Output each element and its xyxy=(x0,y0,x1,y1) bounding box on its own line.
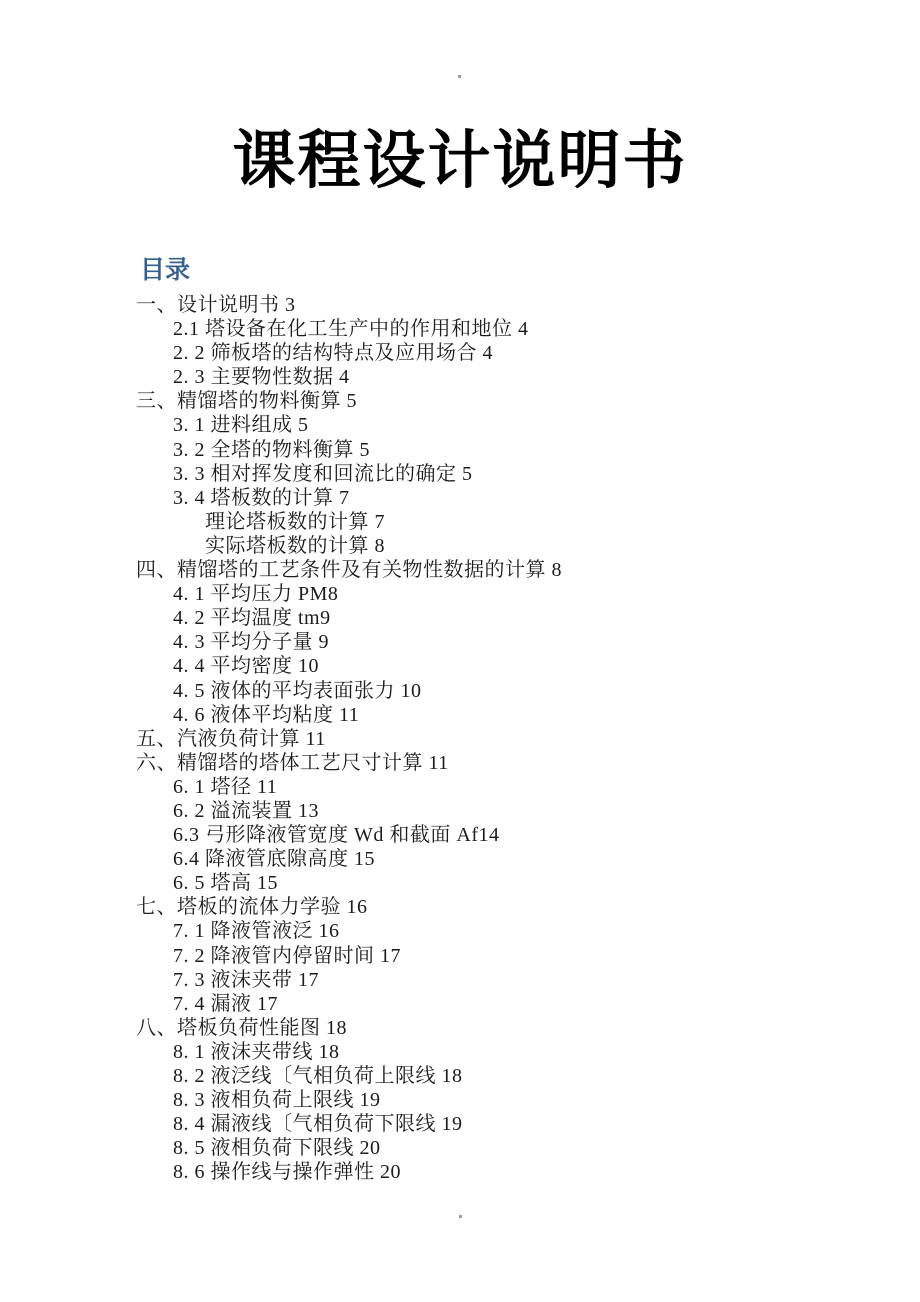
toc-item: 4. 3 平均分子量 9 xyxy=(173,631,329,654)
toc-item: 7. 1 降液管液泛 16 xyxy=(173,920,340,943)
toc-item: 4. 2 平均温度 tm9 xyxy=(173,607,331,630)
toc-item: 3. 2 全塔的物料衡算 5 xyxy=(173,438,370,461)
toc-item: 理论塔板数的计算 7 xyxy=(205,510,385,533)
toc-item: 7. 2 降液管内停留时间 17 xyxy=(173,944,401,967)
toc-item: 6. 2 溢流装置 13 xyxy=(173,799,319,822)
toc-item: 6. 5 塔高 15 xyxy=(173,872,278,895)
toc-item: 4. 6 液体平均粘度 11 xyxy=(173,703,360,726)
toc-item: 8. 3 液相负荷上限线 19 xyxy=(173,1089,381,1112)
toc-item: 8. 2 液泛线〔气相负荷上限线 18 xyxy=(173,1065,463,1087)
toc-item: 4. 4 平均密度 10 xyxy=(173,655,319,678)
toc-item: 实际塔板数的计算 8 xyxy=(205,534,385,557)
toc-item: 三、精馏塔的物料衡算 5 xyxy=(136,390,357,413)
toc-item: 7. 3 液沫夹带 17 xyxy=(173,968,319,991)
toc-item: 七、塔板的流体力学验 16 xyxy=(136,896,368,919)
toc-item: 6.3 弓形降液管宽度 Wd 和截面 Af14 xyxy=(173,824,500,847)
stray-dot-bottom xyxy=(459,1215,462,1218)
toc-item: 六、精馏塔的塔体工艺尺寸计算 11 xyxy=(136,751,449,774)
toc-item: 2. 3 主要物性数据 4 xyxy=(173,366,350,389)
toc-item: 一、设计说明书 3 xyxy=(136,294,296,316)
toc-item: 8. 1 液沫夹带线 18 xyxy=(173,1040,340,1063)
toc-item: 八、塔板负荷性能图 18 xyxy=(136,1016,347,1039)
toc-item: 8. 4 漏液线〔气相负荷下限线 19 xyxy=(173,1113,463,1136)
toc-item: 3. 1 进料组成 5 xyxy=(173,414,309,437)
toc-item: 6. 1 塔径 11 xyxy=(173,775,278,798)
toc-item: 五、汽液负荷计算 11 xyxy=(136,727,326,750)
toc-heading: 目录 xyxy=(140,257,191,284)
toc-item: 2. 2 筛板塔的结构特点及应用场合 4 xyxy=(173,342,493,365)
toc-item: 四、精馏塔的工艺条件及有关物性数据的计算 8 xyxy=(136,559,562,582)
stray-dot-top xyxy=(458,75,461,78)
toc-item: 8. 6 操作线与操作弹性 20 xyxy=(173,1161,401,1184)
toc-item: 3. 3 相对挥发度和回流比的确定 5 xyxy=(173,462,473,485)
toc-item: 2.1 塔设备在化工生产中的作用和地位 4 xyxy=(173,318,529,341)
toc-list xyxy=(136,293,856,1184)
toc-item: 4. 1 平均压力 PM8 xyxy=(173,583,339,606)
toc-item: 6.4 降液管底隙高度 15 xyxy=(173,848,375,871)
document-title: 课程设计说明书 xyxy=(232,126,688,196)
toc-item: 4. 5 液体的平均表面张力 10 xyxy=(173,679,422,702)
toc-item: 8. 5 液相负荷下限线 20 xyxy=(173,1137,381,1160)
toc-item: 3. 4 塔板数的计算 7 xyxy=(173,486,350,509)
toc-item: 7. 4 漏液 17 xyxy=(173,992,278,1015)
